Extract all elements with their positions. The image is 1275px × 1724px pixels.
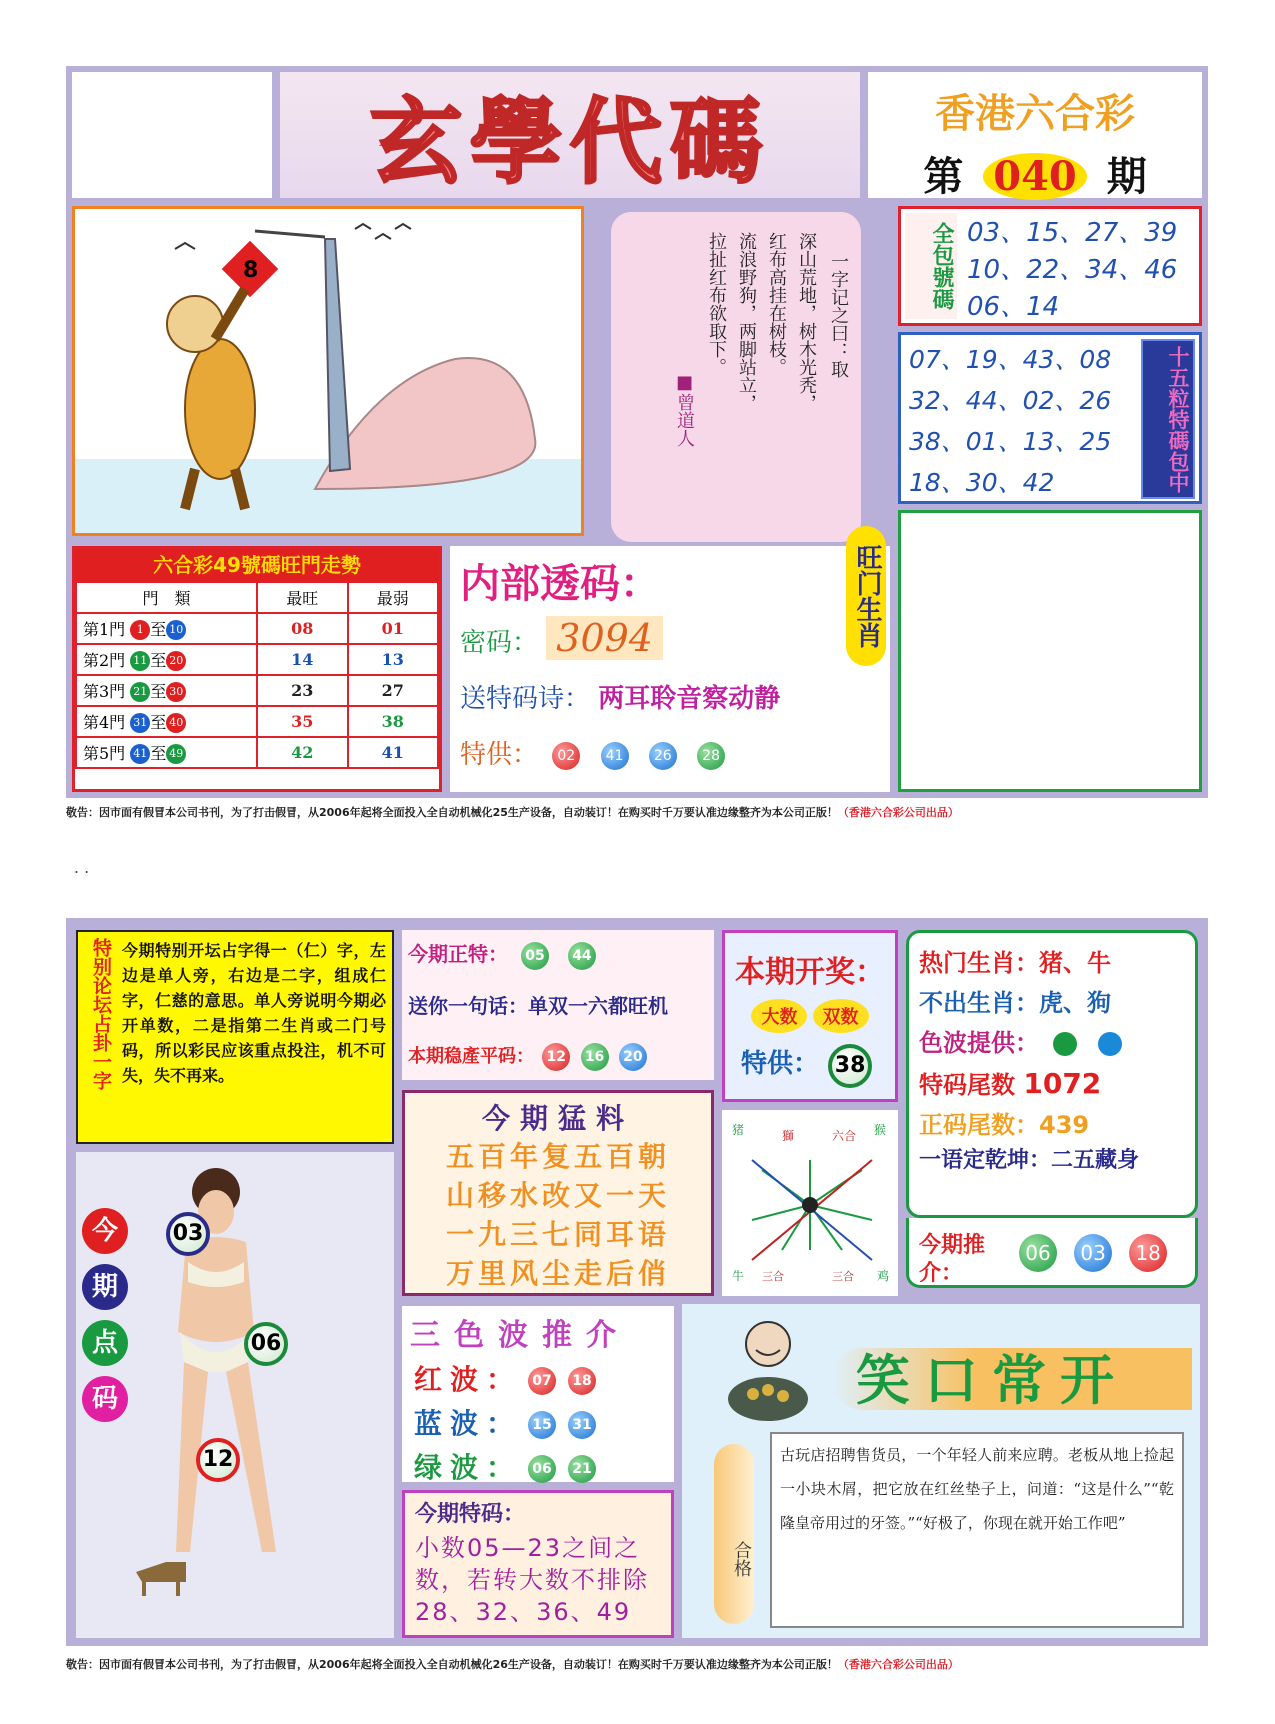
table-header (76, 582, 438, 613)
door-cell (76, 613, 257, 644)
header-max: 最旺 (257, 582, 348, 613)
sebo-ball: 18 (568, 1367, 596, 1395)
mengliao-line: 万里风尘走后俏 (445, 1257, 670, 1290)
door-mid: 至 (150, 712, 167, 732)
compass-label: 三合 (832, 1270, 854, 1283)
separator-dots: . . (74, 858, 90, 877)
kaijiang-special-ball: 38 (828, 1044, 872, 1088)
door-table-title: 六合彩49號碼旺門走勢 (75, 549, 439, 581)
door-to: 10 (166, 620, 186, 640)
poem-label: 送特码诗： (460, 684, 591, 714)
recommend-ball: 03 (1074, 1234, 1112, 1272)
door-from: 1 (130, 620, 150, 640)
recommend-ball: 18 (1129, 1234, 1167, 1272)
notice-bottom (66, 1656, 1208, 1672)
door-mid: 至 (150, 743, 167, 763)
door-from: 21 (130, 682, 150, 702)
xiao-side-label: 合格 (714, 1444, 754, 1624)
special-ball: 28 (697, 742, 725, 770)
door-min: 13 (348, 644, 439, 675)
stable-line (408, 1042, 649, 1071)
model-figure (76, 1152, 394, 1638)
quan-row: 06、14 (967, 292, 1060, 322)
zheng-ball: 44 (568, 942, 596, 970)
special-label: 特供： (460, 740, 539, 770)
stable-ball: 12 (542, 1043, 570, 1071)
door-to: 49 (166, 744, 186, 764)
sebo-ball: 15 (528, 1411, 556, 1439)
table-row (76, 613, 438, 644)
fifteen-label: 十五粒特碼包中 (1141, 339, 1195, 499)
zhengte-box (402, 930, 714, 1080)
tail-label: 特码尾数 (919, 1071, 1015, 1099)
forum-label: 特别论坛占卦一字 (90, 938, 112, 1090)
hot-row (919, 943, 1111, 978)
issue-number: 040 (983, 153, 1087, 200)
special-ball: 02 (552, 742, 580, 770)
code-line (460, 616, 663, 660)
fifteen-row: 18、30、42 (909, 468, 1055, 497)
special-ball: 41 (601, 742, 629, 770)
color-dot (1098, 1032, 1122, 1056)
sebo-row-blue (414, 1402, 674, 1442)
door-max: 08 (257, 613, 348, 644)
cold-value: 虎、狗 (1039, 989, 1111, 1017)
table-row (76, 737, 438, 768)
issue-suffix: 期 (1106, 153, 1147, 200)
header-door: 門 類 (76, 582, 257, 613)
poem-line-3: 流浪野狗，两脚站立， (736, 232, 757, 412)
yiyu-value: 二五藏身 (1051, 1148, 1140, 1173)
door-label: 第1門 (83, 619, 126, 639)
sebo-ball: 21 (568, 1455, 596, 1483)
tema-text: 小数05—23之间之数，若转大数不排除28、32、36、49 (415, 1534, 649, 1626)
poem-line-4: 拉扯红布欲取下。 (706, 232, 727, 376)
compass-label: 三合 (762, 1270, 784, 1283)
dianma-char: 期 (82, 1264, 128, 1310)
header-blank (72, 72, 272, 198)
stable-ball: 20 (619, 1043, 647, 1071)
sebo-title: 三色波推介 (410, 1318, 630, 1353)
color-row (919, 1023, 1128, 1058)
table-row (76, 706, 438, 737)
model-ball: 03 (166, 1212, 210, 1256)
quan-box (898, 206, 1202, 326)
quan-row: 03、15、27、39 (967, 218, 1178, 248)
hot-value: 猪、牛 (1039, 949, 1111, 977)
compass-diagram (722, 1110, 898, 1296)
door-max: 14 (257, 644, 348, 675)
door-min: 01 (348, 613, 439, 644)
hot-box (906, 930, 1198, 1218)
yiyu-row (919, 1143, 1139, 1174)
door-from: 41 (130, 744, 150, 764)
mengliao-box (402, 1090, 714, 1296)
recommend-ball: 06 (1019, 1234, 1057, 1272)
table-row (76, 644, 438, 675)
door-min: 27 (348, 675, 439, 706)
notice-top (66, 804, 1208, 820)
page-title: 玄學代碼 (369, 88, 770, 196)
kaijiang-special-label: 特供： (741, 1049, 820, 1079)
top-page (66, 66, 1208, 798)
sebo-label: 绿波： (414, 1451, 523, 1484)
color-dot (1053, 1032, 1077, 1056)
door-label: 第2門 (83, 650, 126, 670)
door-mid: 至 (150, 681, 167, 701)
compass-label: 鸡 (877, 1269, 890, 1283)
kaijiang-special-line (741, 1043, 895, 1088)
issue-box (868, 72, 1202, 198)
door-label: 第4門 (83, 712, 126, 732)
dog-illustration (72, 206, 584, 536)
door-to: 20 (166, 651, 186, 671)
xiao-box (682, 1304, 1200, 1638)
svg-text:8: 8 (243, 258, 259, 283)
door-cell (76, 737, 257, 768)
forum-text: 今期特别开坛占字得一（仁）字，左边是单人旁，右边是二字，组成仁字，仁慈的意思。单人旁说明今期必开单数，二是指第二生肖或二门号码，所以彩民应该重点投注，机不可失，失不再来。 (122, 941, 386, 1085)
notice-tag: （香港六合彩公司出品） (837, 1658, 959, 1671)
zheng-tail-row (919, 1105, 1089, 1140)
inside-code-box (450, 546, 890, 792)
sebo-label: 红波： (414, 1363, 523, 1396)
notice-tag: （香港六合彩公司出品） (837, 806, 959, 819)
kaijiang-box (722, 930, 898, 1102)
kaijiang-tags (725, 999, 895, 1033)
poem-line-2: 红布高挂在树枝。 (766, 232, 787, 376)
xiao-text: 古玩店招聘售货员，一个年轻人前来应聘。老板从地上捡起一小块木屑，把它放在红丝垫子上，问道：“这是什么”“乾隆皇帝用过的牙签。”“好极了，你现在就开始工作吧” (770, 1432, 1184, 1628)
code-label: 密码： (460, 628, 539, 658)
kaijiang-title: 本期开奖： (735, 955, 885, 990)
tag-even: 双数 (813, 999, 869, 1033)
door-cell (76, 706, 257, 737)
dianma-char: 点 (82, 1320, 128, 1366)
wangmen-label: 旺门生肖 (846, 526, 886, 666)
cold-row (919, 983, 1111, 1018)
door-to: 30 (166, 682, 186, 702)
special-ball: 26 (649, 742, 677, 770)
mengliao-line: 五百年复五百朝 (445, 1140, 670, 1173)
tema-box (402, 1490, 674, 1638)
dog-picture (75, 209, 581, 533)
door-table-box (72, 546, 442, 792)
door-max: 35 (257, 706, 348, 737)
door-cell (76, 644, 257, 675)
door-mid: 至 (150, 619, 167, 639)
bottom-page (66, 918, 1208, 1646)
door-min: 41 (348, 737, 439, 768)
fifteen-row: 32、44、02、26 (909, 386, 1112, 415)
mengliao-lines (405, 1137, 711, 1293)
sebo-ball: 06 (528, 1455, 556, 1483)
zheng-tail-value: 439 (1039, 1111, 1090, 1139)
notice-text: 敬告：因市面有假冒本公司书刊，为了打击假冒，从2006年起将全面投入全自动机械化26生产设备，自动装订！在购买时千万要认准边缘整齐为本公司正版！ (66, 1658, 838, 1671)
zheng-tail-label: 正码尾数： (919, 1111, 1039, 1139)
header-min: 最弱 (348, 582, 439, 613)
table-row (76, 675, 438, 706)
stable-label: 本期稳產平码： (408, 1046, 534, 1067)
sebo-ball: 31 (568, 1411, 596, 1439)
door-max: 23 (257, 675, 348, 706)
tema-title: 今期特码： (415, 1502, 526, 1527)
poem-line-1: 深山荒地，树木光秃， (796, 232, 817, 412)
compass-label: 猴 (874, 1123, 887, 1137)
sebo-row-green (414, 1446, 674, 1486)
model-ball: 12 (196, 1438, 240, 1482)
compass-label: 猪 (732, 1123, 745, 1137)
compass-label: 獅 (782, 1129, 795, 1143)
door-label: 第5門 (83, 743, 126, 763)
sebo-label: 蓝波： (414, 1407, 523, 1440)
notice-text: 敬告：因市面有假冒本公司书刊，为了打击假冒，从2006年起将全面投入全自动机械化25生产设备，自动装订！在购买时千万要认准边缘整齐为本公司正版！ (66, 806, 838, 819)
xiao-title: 笑口常开 (856, 1349, 1128, 1412)
title-banner (280, 72, 860, 198)
quan-row: 10、22、34、46 (967, 255, 1178, 285)
mengliao-title: 今期猛料 (481, 1102, 634, 1135)
compass-label: 牛 (732, 1269, 745, 1283)
saying: 送你一句话：单双一六都旺机 (408, 994, 668, 1018)
issue-prefix: 第 (923, 153, 964, 200)
model-box (76, 1152, 394, 1638)
compass-label: 六合 (832, 1129, 857, 1143)
stable-ball: 16 (581, 1043, 609, 1071)
sebo-ball: 07 (528, 1367, 556, 1395)
sebo-box (402, 1306, 674, 1482)
quan-numbers (967, 215, 1177, 326)
tail-row (919, 1065, 1101, 1100)
color-label: 色波提供： (919, 1029, 1039, 1057)
compass-box (722, 1110, 898, 1296)
issue-line (868, 145, 1202, 202)
brand-label: 香港六合彩 (935, 90, 1135, 137)
zheng-label: 今期正特： (408, 942, 508, 966)
door-to: 40 (166, 713, 186, 733)
fifteen-numbers (909, 339, 1111, 503)
recommend-box (906, 1218, 1198, 1288)
code-value: 3094 (546, 616, 663, 660)
recommend-balls (1013, 1234, 1173, 1272)
quan-label: 全包號碼 (905, 213, 957, 319)
poem-value: 两耳聆音察动静 (598, 684, 781, 714)
recommend-label: 今期推介： (919, 1233, 986, 1286)
door-mid: 至 (150, 650, 167, 670)
door-table (75, 581, 439, 769)
sebo-row-red (414, 1358, 674, 1398)
door-label: 第3門 (83, 681, 126, 701)
dianma-char: 码 (82, 1376, 128, 1422)
forum-box (76, 930, 394, 1144)
hot-label: 热门生肖： (919, 949, 1039, 977)
fifteen-row: 38、01、13、25 (909, 427, 1112, 456)
door-from: 11 (130, 651, 150, 671)
tail-value: 1072 (1023, 1067, 1102, 1100)
model-ball: 06 (244, 1322, 288, 1366)
fifteen-row: 07、19、43、08 (909, 345, 1112, 374)
cold-label: 不出生肖： (919, 989, 1039, 1017)
dianma-char: 今 (82, 1208, 128, 1254)
door-from: 31 (130, 713, 150, 733)
mengliao-line: 一九三七同耳语 (445, 1218, 670, 1251)
zheng-ball: 05 (521, 942, 549, 970)
poem-scroll (611, 212, 861, 542)
yiyu-label: 一语定乾坤： (919, 1148, 1052, 1173)
door-min: 38 (348, 706, 439, 737)
poem-heading: 一字记之曰：取 (828, 252, 849, 378)
special-line (460, 734, 731, 771)
door-max: 42 (257, 737, 348, 768)
blank-green-box (898, 510, 1202, 792)
tag-big: 大数 (751, 999, 807, 1033)
zheng-line (408, 938, 602, 970)
poem-signature: ■曾道人 (674, 372, 695, 447)
laughing-monk-icon (708, 1314, 828, 1424)
inside-title: 内部透码： (460, 561, 660, 607)
door-cell (76, 675, 257, 706)
fifteen-box (898, 332, 1202, 504)
mengliao-line: 山移水改又一天 (445, 1179, 670, 1212)
poem-line (460, 678, 780, 715)
